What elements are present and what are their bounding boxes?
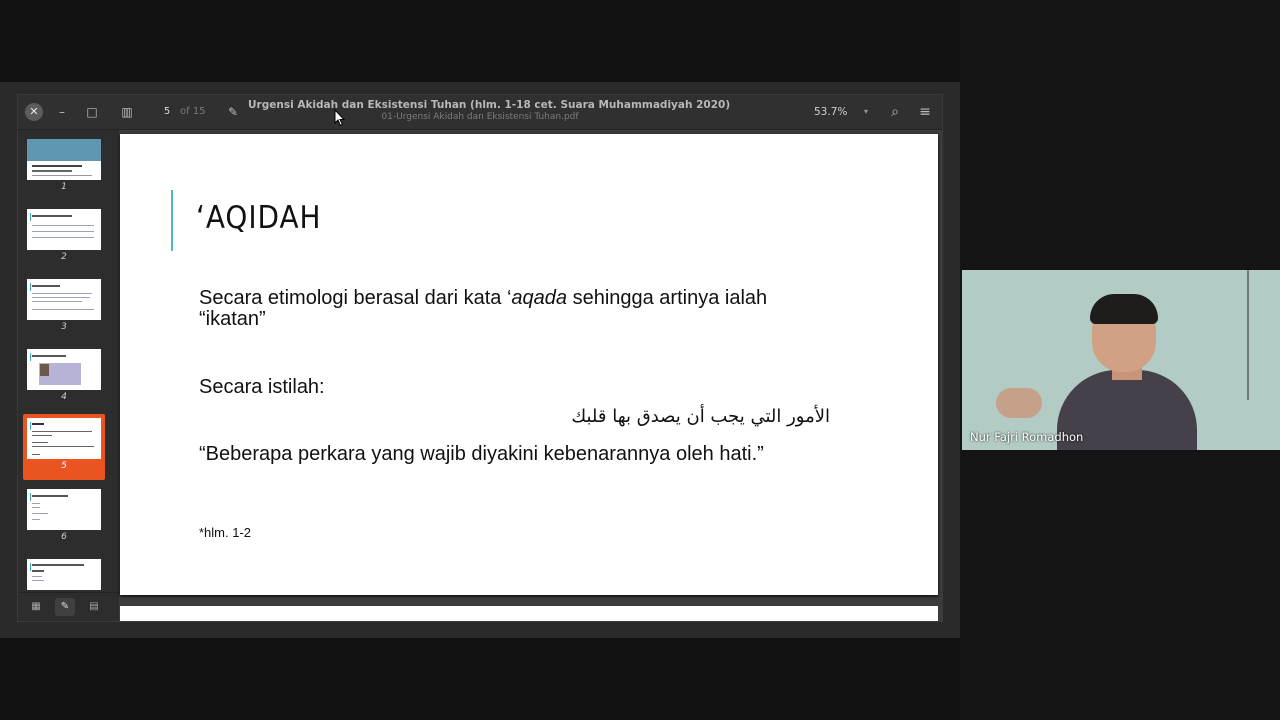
etymology-paragraph xyxy=(199,288,839,330)
thumbnail-label: 6 xyxy=(61,532,67,542)
grid-view-icon[interactable]: ▦ xyxy=(31,601,41,612)
thumbnail-image xyxy=(27,559,101,590)
minimize-icon[interactable]: – xyxy=(59,105,65,119)
menu-icon[interactable]: ≡ xyxy=(919,104,931,120)
participant-video-tile[interactable] xyxy=(962,270,1280,450)
thumbnail-image xyxy=(27,209,101,250)
etymology-end: sehingga artinya ialah “ikatan” xyxy=(199,287,768,330)
thumbnail-page-1[interactable] xyxy=(23,135,105,199)
thumbnail-page-4[interactable] xyxy=(23,345,105,409)
maximize-icon[interactable]: □ xyxy=(86,105,98,119)
thumbnail-sidebar xyxy=(18,130,119,622)
document-filename: 01-Urgensi Akidah dan Eksistensi Tuhan.pdf xyxy=(381,112,579,122)
thumbnail-page-2[interactable] xyxy=(23,205,105,269)
thumbnail-label: 1 xyxy=(61,182,67,192)
outline-icon[interactable]: ▤ xyxy=(89,601,99,612)
thumbnail-image xyxy=(27,279,101,320)
thumbnail-page-7[interactable] xyxy=(23,555,105,590)
thumbnail-page-3[interactable] xyxy=(23,275,105,339)
translation-paragraph: “Beberapa perkara yang wajib diyakini kebenarannya oleh hati.” xyxy=(199,443,764,465)
sidebar-toggle-icon[interactable]: ▥ xyxy=(121,105,133,119)
pdf-viewer-window xyxy=(17,94,943,622)
video-cable xyxy=(1247,270,1249,400)
slide-title: ‘AQIDAH xyxy=(196,200,322,236)
annotate-icon[interactable]: ✎ xyxy=(227,105,239,119)
next-pdf-page xyxy=(120,606,938,622)
thumbnail-image xyxy=(27,489,101,530)
sidebar-toolbar xyxy=(18,592,119,622)
page-number-field[interactable] xyxy=(156,101,218,123)
titlebar xyxy=(18,95,942,130)
thumbnail-image xyxy=(27,418,101,459)
participant-name: Nur Fajri Romadhon xyxy=(970,430,1084,444)
participant-hand xyxy=(996,388,1042,418)
page-total-label: of 15 xyxy=(180,106,206,117)
search-icon[interactable]: ⌕ xyxy=(891,104,899,120)
thumbnail-page-5[interactable] xyxy=(23,414,105,480)
zoom-value: 53.7% xyxy=(814,106,848,118)
pdf-page xyxy=(120,134,938,595)
document-area[interactable] xyxy=(119,130,942,622)
thumbnail-label: 2 xyxy=(61,252,67,262)
thumbnail-label: 3 xyxy=(61,322,67,332)
istilah-label: Secara istilah: xyxy=(199,376,325,398)
thumbnail-label: 5 xyxy=(61,461,67,471)
thumbnail-label: 4 xyxy=(61,392,67,402)
thumbnail-image xyxy=(27,139,101,180)
participant-hair xyxy=(1090,294,1158,324)
etymology-term: aqada xyxy=(511,287,568,309)
current-page-input[interactable]: 5 xyxy=(163,106,171,117)
zoom-select[interactable] xyxy=(814,101,876,123)
document-title: Urgensi Akidah dan Eksistensi Tuhan (hlm. 1-18 cet. Suara Muhammadiyah 2020) xyxy=(248,99,731,111)
annotations-icon[interactable]: ✎ xyxy=(55,598,75,616)
thumbnail-page-6[interactable] xyxy=(23,485,105,549)
etymology-start: Secara etimologi berasal dari kata ‘ xyxy=(199,287,512,309)
close-icon[interactable]: ✕ xyxy=(25,103,43,121)
mouse-cursor-icon xyxy=(334,109,346,127)
title-accent-bar xyxy=(171,190,173,251)
arabic-definition: الأمور التي يجب أن يصدق بها قلبك xyxy=(571,406,830,427)
thumbnail-image xyxy=(27,349,101,390)
chevron-down-icon: ▾ xyxy=(864,107,869,116)
footnote: *hlm. 1-2 xyxy=(199,525,252,540)
